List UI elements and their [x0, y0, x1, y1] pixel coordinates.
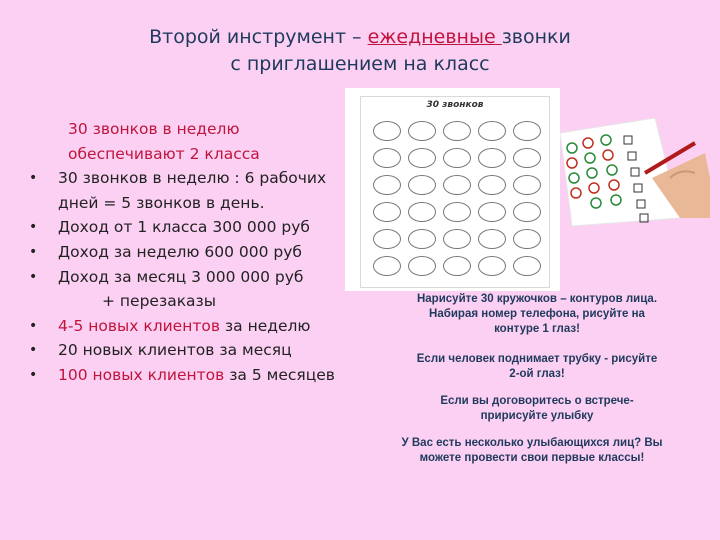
call-circle: [443, 148, 471, 168]
title-prefix: Второй инструмент –: [149, 26, 368, 48]
call-circle: [373, 202, 401, 222]
title-line-1: [0, 24, 720, 51]
bullet-red-text: 100 новых клиентов: [58, 365, 225, 384]
bullet-text: Доход от 1 класса 300 000 руб: [58, 218, 310, 237]
call-circle: [443, 175, 471, 195]
note-line: 2-ой глаз!: [509, 368, 565, 380]
call-circle: [408, 121, 436, 141]
call-circle: [513, 121, 541, 141]
call-circle: [373, 148, 401, 168]
call-circle: [408, 175, 436, 195]
call-circle: [513, 175, 541, 195]
call-circle: [513, 202, 541, 222]
title-line-2: с приглашением на класс: [230, 53, 490, 75]
call-circle: [443, 121, 471, 141]
call-circle: [373, 121, 401, 141]
bullet-dot: •: [29, 268, 38, 285]
note-line: Набирая номер телефона, рисуйте на: [429, 308, 645, 320]
bullet-text: 20 новых клиентов за месяц: [58, 341, 292, 360]
bullet-text: за 5 месяцев: [224, 365, 335, 384]
bullet-list: [28, 117, 368, 388]
note-line: пририсуйте улыбку: [480, 410, 594, 422]
note-line: контуре 1 глаз!: [494, 323, 580, 335]
title-suffix: звонки: [501, 26, 571, 48]
call-circle: [408, 148, 436, 168]
bullet-item: [28, 363, 368, 388]
bullet-dot: •: [29, 170, 38, 187]
note-line: Если человек поднимает трубку - рисуйте: [416, 353, 658, 365]
bullet-item: [28, 215, 368, 240]
bullet-text: 30 звонков в неделю : 6 рабочих: [58, 169, 327, 188]
bullet-item: [28, 240, 368, 265]
call-circle: [408, 256, 436, 276]
note-line: можете провести свои первые классы!: [419, 452, 645, 464]
call-circle: [373, 256, 401, 276]
bullet-dot: •: [29, 219, 38, 236]
call-circle: [513, 148, 541, 168]
intro-line-2: обеспечивают 2 класса: [68, 144, 260, 163]
bullet-dot: •: [29, 342, 38, 359]
title-underlined-word: ежедневные: [367, 26, 502, 48]
call-circle: [373, 229, 401, 249]
bullet-red-text: 4-5 новых клиентов: [58, 316, 220, 335]
call-circle: [478, 256, 506, 276]
bullet-extra: + перезаказы: [102, 292, 217, 311]
bullet-dot: •: [29, 366, 38, 383]
call-circle: [478, 175, 506, 195]
note-first-classes: [362, 436, 702, 466]
call-circle: [443, 256, 471, 276]
call-circle: [513, 229, 541, 249]
call-circle: [478, 148, 506, 168]
bullet-item: [28, 166, 368, 191]
smiley-checklist-image: [560, 118, 710, 228]
call-circle: [513, 256, 541, 276]
note-line: У Вас есть несколько улыбающихся лиц? Вы: [401, 437, 663, 449]
call-circle: [408, 229, 436, 249]
call-circle: [478, 121, 506, 141]
note-smile: [372, 394, 702, 424]
bullet-text: Доход за неделю 600 000 руб: [58, 242, 302, 261]
bullet-dot: •: [29, 243, 38, 260]
note-second-eye: [372, 352, 702, 382]
intro-line-1: 30 звонков в неделю: [68, 120, 240, 138]
bullet-text: за неделю: [220, 316, 311, 335]
bullet-dot: •: [29, 317, 38, 334]
call-circle: [443, 202, 471, 222]
bullet-continuation: дней = 5 звонков в день.: [58, 193, 265, 212]
bullet-text: Доход за месяц 3 000 000 руб: [58, 267, 304, 286]
note-draw-circles: [372, 292, 702, 337]
bullet-item: [28, 265, 368, 290]
call-circle: [478, 202, 506, 222]
call-circle: [373, 175, 401, 195]
slide-title: [0, 24, 720, 78]
note-line: Если вы договоритесь о встрече-: [440, 395, 634, 407]
call-circle: [408, 202, 436, 222]
bullet-item: [28, 338, 368, 363]
call-circle: [443, 229, 471, 249]
call-circle: [478, 229, 506, 249]
sheet-title: 30 звонков: [426, 100, 484, 110]
bullet-item: [28, 314, 368, 339]
note-line: Нарисуйте 30 кружочков – контуров лица.: [416, 293, 658, 305]
call-sheet-image: [360, 96, 550, 288]
checklist-paper: [560, 118, 680, 226]
